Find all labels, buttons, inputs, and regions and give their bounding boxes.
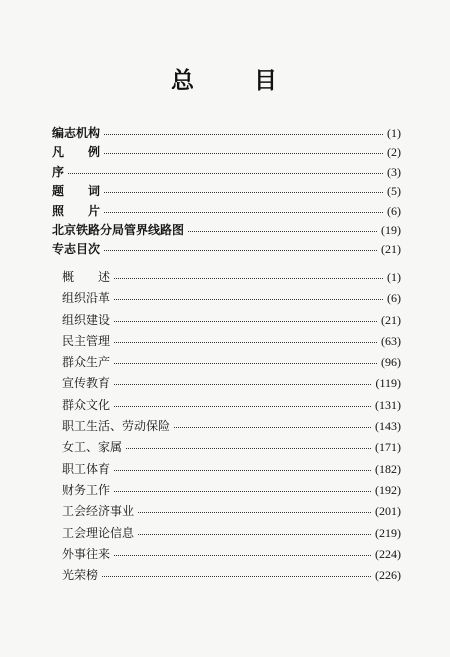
dot-leader <box>104 249 377 251</box>
toc-entry-label: 序 <box>52 164 65 179</box>
toc-entry-label: 工会经济事业 <box>62 504 135 519</box>
toc-entry[interactable] <box>0 311 450 332</box>
toc-entry-label: 编志机构 <box>52 126 101 140</box>
toc-entry[interactable] <box>0 438 450 459</box>
toc-entry-label: 职工生活、劳动保险 <box>62 419 171 434</box>
toc-entry[interactable] <box>0 332 450 353</box>
page-title-right: 目 <box>254 67 279 94</box>
page-title-left: 总 <box>171 67 196 94</box>
toc-entry-page: (63) <box>381 333 401 348</box>
toc-entry[interactable] <box>0 163 450 182</box>
toc-entry-page: (219) <box>375 525 401 540</box>
toc-entry-page: (143) <box>375 419 401 434</box>
toc-entry-page: (119) <box>375 376 401 391</box>
toc-entry-label: 职工体育 <box>62 461 111 476</box>
toc-entry-page: (21) <box>381 312 401 327</box>
toc-entry-page: (5) <box>387 184 401 199</box>
toc-entry[interactable] <box>0 202 450 221</box>
dot-leader <box>114 277 383 279</box>
dot-leader <box>68 172 383 174</box>
dot-leader <box>102 575 371 577</box>
sections-list <box>0 268 450 587</box>
toc-entry[interactable] <box>0 143 450 162</box>
toc-entry-page: (6) <box>387 203 401 218</box>
dot-leader <box>104 152 383 154</box>
dot-leader <box>104 133 383 135</box>
toc-entry-label: 群众生产 <box>62 355 111 370</box>
toc-entry-label: 财务工作 <box>62 482 111 497</box>
toc-entry-label: 组织沿革 <box>62 291 111 306</box>
dot-leader <box>114 469 371 471</box>
toc-entry[interactable] <box>0 353 450 374</box>
dot-leader <box>188 230 377 232</box>
toc-entry-page: (1) <box>387 126 401 140</box>
dot-leader <box>114 341 377 343</box>
toc-entry-label: 题 词 <box>52 184 101 199</box>
toc-entry-page: (96) <box>381 355 401 370</box>
dot-leader <box>126 447 371 449</box>
toc-entry[interactable] <box>0 566 450 587</box>
toc-entry-page: (182) <box>375 461 401 476</box>
toc-entry-page: (2) <box>387 145 401 160</box>
toc-entry-page: (171) <box>375 440 401 455</box>
dot-leader <box>104 211 383 213</box>
toc-entry-label: 女工、家属 <box>62 440 123 455</box>
toc-entry-page: (3) <box>387 164 401 179</box>
toc-entry-label: 光荣榜 <box>62 568 99 583</box>
toc-entry-label: 组织建设 <box>62 312 111 327</box>
toc-entry-page: (131) <box>375 397 401 412</box>
dot-leader <box>104 191 383 193</box>
toc-entry-page: (226) <box>375 568 401 583</box>
toc-entry[interactable] <box>0 221 450 240</box>
toc-entry-page: (1) <box>387 270 401 284</box>
toc-entry-page: (192) <box>375 482 401 497</box>
dot-leader <box>114 298 383 300</box>
toc-entry-page: (19) <box>381 222 401 237</box>
toc-entry-label: 民主管理 <box>62 333 111 348</box>
dot-leader <box>114 362 377 364</box>
toc-entry[interactable] <box>0 374 450 395</box>
dot-leader <box>114 383 371 385</box>
toc-entry[interactable] <box>0 417 450 438</box>
toc-entry-label: 外事往来 <box>62 546 111 561</box>
toc-entry[interactable] <box>0 460 450 481</box>
toc-entry-label: 专志目次 <box>52 242 101 257</box>
toc-entry-label: 工会理论信息 <box>62 525 135 540</box>
dot-leader <box>114 554 371 556</box>
toc-entry[interactable] <box>0 289 450 310</box>
toc-entry-page: (21) <box>381 242 401 257</box>
toc-entry-label: 北京铁路分局管界线路图 <box>52 222 185 237</box>
toc-entry-label: 凡 例 <box>52 145 101 160</box>
toc-entry[interactable] <box>0 524 450 545</box>
toc-entry-page: (6) <box>387 291 401 306</box>
dot-leader <box>138 533 371 535</box>
toc-entry[interactable] <box>0 124 450 143</box>
dot-leader <box>138 511 371 513</box>
page-title <box>0 62 450 95</box>
toc-entry-label: 宣传教育 <box>62 376 111 391</box>
dot-leader <box>114 320 377 322</box>
toc-entry[interactable] <box>0 240 450 259</box>
dot-leader <box>114 490 371 492</box>
toc-entry[interactable] <box>0 182 450 201</box>
toc-entry[interactable] <box>0 268 450 289</box>
toc-entry[interactable] <box>0 502 450 523</box>
toc-entry[interactable] <box>0 545 450 566</box>
front-matter-list <box>0 124 450 260</box>
toc-entry-label: 照 片 <box>52 203 101 218</box>
toc-entry[interactable] <box>0 396 450 417</box>
dot-leader <box>114 405 371 407</box>
toc-entry[interactable] <box>0 481 450 502</box>
dot-leader <box>174 426 371 428</box>
toc-entry-page: (224) <box>375 546 401 561</box>
toc-entry-page: (201) <box>375 504 401 519</box>
toc-entry-label: 概 述 <box>62 270 111 284</box>
toc-entry-label: 群众文化 <box>62 397 111 412</box>
